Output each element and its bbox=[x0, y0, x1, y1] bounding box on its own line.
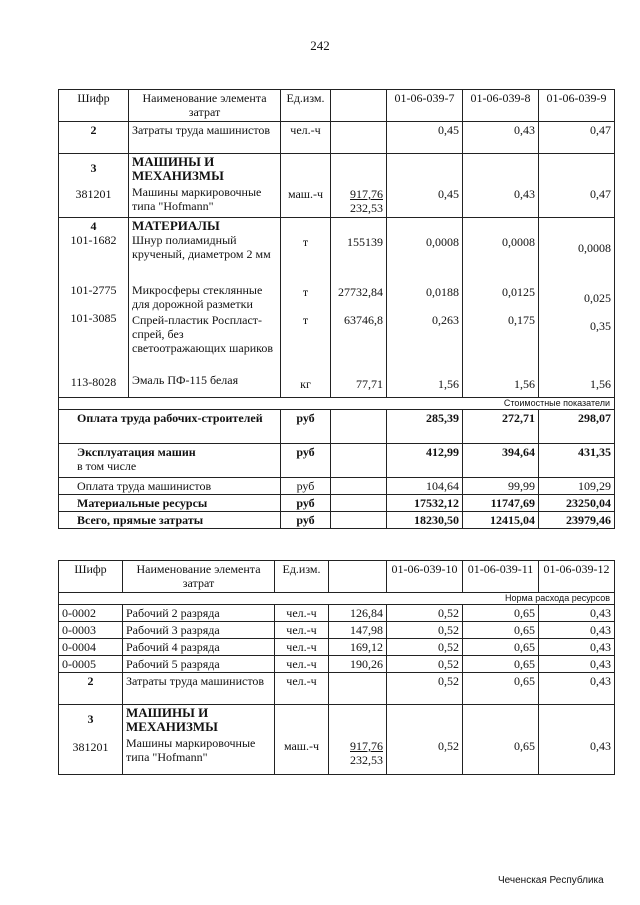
col-header-norm: 01-06-039-12 bbox=[539, 561, 615, 593]
col-header-name: Наименование элемента затрат bbox=[129, 90, 281, 122]
row-code: 381201 bbox=[72, 740, 109, 754]
col-header-unit: Ед.изм. bbox=[275, 561, 329, 593]
row-price: 190,26 bbox=[329, 656, 387, 673]
row-price bbox=[331, 154, 387, 218]
row-value: 0,43 bbox=[539, 656, 615, 673]
row-value-group bbox=[539, 218, 615, 398]
section-title: МАШИНЫ И МЕХАНИЗМЫ bbox=[126, 705, 218, 734]
row-code: 2 bbox=[59, 122, 129, 154]
row-unit: маш.-ч bbox=[281, 154, 331, 218]
row-unit: чел.-ч bbox=[275, 673, 329, 705]
col-header-code: Шифр bbox=[59, 561, 123, 593]
table-header-row bbox=[59, 90, 615, 122]
row-price bbox=[331, 122, 387, 154]
row-value: 0,65 bbox=[463, 673, 539, 705]
summary-value: 17532,12 bbox=[387, 495, 463, 512]
resource-table-1 bbox=[58, 89, 615, 529]
section-title: МАТЕРИАЛЫ bbox=[132, 218, 220, 233]
row-code: 0-0002 bbox=[59, 605, 123, 622]
col-header-norm: 01-06-039-8 bbox=[463, 90, 539, 122]
row-value: 0,0008 bbox=[578, 241, 611, 255]
col-header-code: Шифр bbox=[59, 90, 129, 122]
table-header-row bbox=[59, 561, 615, 593]
table-row bbox=[59, 218, 615, 398]
summary-price bbox=[331, 444, 387, 478]
col-header-name: Наименование элемента затрат bbox=[123, 561, 275, 593]
resource-table-2 bbox=[58, 560, 615, 775]
summary-value: 109,29 bbox=[539, 478, 615, 495]
row-value: 0,52 bbox=[387, 622, 463, 639]
row-value: 1,56 bbox=[438, 377, 459, 391]
row-name: Рабочий 4 разряда bbox=[123, 639, 275, 656]
row-value: 0,52 bbox=[387, 673, 463, 705]
col-header-price bbox=[329, 561, 387, 593]
row-value: 0,65 bbox=[463, 605, 539, 622]
row-unit: т bbox=[302, 285, 309, 299]
summary-name: Оплата труда машинистов bbox=[59, 478, 281, 495]
row-unit: чел.-ч bbox=[281, 122, 331, 154]
row-value: 0,47 bbox=[539, 154, 615, 218]
summary-unit: руб bbox=[281, 410, 331, 444]
row-name: Спрей-пластик Роспласт-спрей, без светоотражающих шариков bbox=[132, 313, 274, 355]
row-unit: т bbox=[302, 235, 309, 249]
summary-name: Оплата труда рабочих-строителей bbox=[59, 410, 281, 444]
summary-value: 272,71 bbox=[463, 410, 539, 444]
summary-value: 23979,46 bbox=[539, 512, 615, 529]
row-value: 0,43 bbox=[463, 154, 539, 218]
summary-value: 12415,04 bbox=[463, 512, 539, 529]
row-code-group bbox=[59, 154, 129, 218]
section-code: 3 bbox=[87, 712, 94, 726]
footer-region: Чеченская Республика bbox=[498, 875, 604, 886]
row-value: 0,65 bbox=[463, 639, 539, 656]
row-code: 101-3085 bbox=[70, 311, 117, 325]
row-value: 0,43 bbox=[539, 605, 615, 622]
row-name: Затраты труда машинистов bbox=[129, 122, 281, 154]
table-row bbox=[59, 605, 615, 622]
row-unit: чел.-ч bbox=[275, 622, 329, 639]
row-code: 0-0005 bbox=[59, 656, 123, 673]
summary-name-group bbox=[59, 444, 281, 478]
row-price: 77,71 bbox=[356, 377, 383, 391]
row-name: Машины маркировочные типа "Hofmann" bbox=[132, 185, 262, 213]
col-header-norm: 01-06-039-10 bbox=[387, 561, 463, 593]
row-code: 101-2775 bbox=[70, 283, 117, 297]
row-price: 126,84 bbox=[329, 605, 387, 622]
row-code: 101-1682 bbox=[70, 233, 117, 247]
summary-unit: руб bbox=[281, 512, 331, 529]
row-value-group bbox=[463, 218, 539, 398]
row-value: 0,47 bbox=[539, 122, 615, 154]
table-row bbox=[59, 639, 615, 656]
section-code: 3 bbox=[90, 161, 97, 175]
row-name-group bbox=[129, 154, 281, 218]
summary-value: 285,39 bbox=[387, 410, 463, 444]
row-unit: т bbox=[302, 313, 309, 327]
row-name: Шнур полиамидный крученый, диаметром 2 мм bbox=[132, 233, 271, 261]
row-name-group bbox=[129, 218, 281, 398]
summary-value: 99,99 bbox=[463, 478, 539, 495]
section-code: 4 bbox=[90, 219, 97, 233]
row-value: 0,45 bbox=[387, 154, 463, 218]
summary-name: Эксплуатация машин bbox=[77, 445, 196, 459]
summary-price bbox=[331, 512, 387, 529]
col-header-norm: 01-06-039-11 bbox=[463, 561, 539, 593]
summary-subtitle: в том числе bbox=[77, 459, 137, 473]
row-value: 0,43 bbox=[539, 639, 615, 656]
row-value: 0,0188 bbox=[426, 285, 459, 299]
summary-row bbox=[59, 512, 615, 529]
row-value: 0,45 bbox=[387, 122, 463, 154]
price-bottom: 232,53 bbox=[350, 201, 383, 215]
row-unit-group bbox=[281, 218, 331, 398]
summary-unit: руб bbox=[281, 444, 331, 478]
row-unit: чел.-ч bbox=[275, 639, 329, 656]
table-row bbox=[59, 656, 615, 673]
row-value: 0,263 bbox=[432, 313, 459, 327]
row-name: Микросферы стеклянные для дорожной разметки bbox=[132, 283, 263, 311]
row-code: 0-0003 bbox=[59, 622, 123, 639]
summary-value: 412,99 bbox=[387, 444, 463, 478]
row-value: 0,025 bbox=[584, 291, 611, 305]
summary-value: 104,64 bbox=[387, 478, 463, 495]
row-value: 1,56 bbox=[590, 377, 611, 391]
row-price bbox=[329, 705, 387, 775]
table-row bbox=[59, 705, 615, 775]
row-unit: чел.-ч bbox=[275, 605, 329, 622]
row-price: 147,98 bbox=[329, 622, 387, 639]
table-row bbox=[59, 673, 615, 705]
row-value: 0,65 bbox=[463, 656, 539, 673]
row-code-group bbox=[59, 705, 123, 775]
summary-row bbox=[59, 495, 615, 512]
summary-price bbox=[331, 495, 387, 512]
col-header-price bbox=[331, 90, 387, 122]
summary-value: 18230,50 bbox=[387, 512, 463, 529]
row-value: 0,43 bbox=[539, 705, 615, 775]
row-value: 0,65 bbox=[463, 622, 539, 639]
summary-unit: руб bbox=[281, 495, 331, 512]
col-header-norm: 01-06-039-9 bbox=[539, 90, 615, 122]
row-price: 169,12 bbox=[329, 639, 387, 656]
cost-label: Стоимостные показатели bbox=[59, 398, 615, 410]
cost-label-row bbox=[59, 398, 615, 410]
row-price: 155139 bbox=[347, 235, 383, 249]
summary-value: 431,35 bbox=[539, 444, 615, 478]
col-header-norm: 01-06-039-7 bbox=[387, 90, 463, 122]
row-unit: маш.-ч bbox=[275, 705, 329, 775]
row-unit: чел.-ч bbox=[275, 656, 329, 673]
row-value: 0,43 bbox=[539, 622, 615, 639]
row-name: Эмаль ПФ-115 белая bbox=[132, 373, 239, 387]
summary-value: 11747,69 bbox=[463, 495, 539, 512]
row-value: 0,52 bbox=[387, 605, 463, 622]
row-value: 0,65 bbox=[463, 705, 539, 775]
row-unit: кг bbox=[300, 377, 311, 391]
row-value: 0,52 bbox=[387, 656, 463, 673]
row-value: 0,0125 bbox=[502, 285, 535, 299]
price-bottom: 232,53 bbox=[350, 753, 383, 767]
summary-row bbox=[59, 478, 615, 495]
row-code: 0-0004 bbox=[59, 639, 123, 656]
table-row bbox=[59, 122, 615, 154]
summary-name: Всего, прямые затраты bbox=[59, 512, 281, 529]
row-name: Машины маркировочные типа "Hofmann" bbox=[126, 736, 256, 764]
price-top: 917,76 bbox=[350, 187, 383, 201]
row-code: 2 bbox=[59, 673, 123, 705]
row-name: Затраты труда машинистов bbox=[123, 673, 275, 705]
row-code: 381201 bbox=[75, 187, 112, 201]
summary-price bbox=[331, 410, 387, 444]
summary-value: 23250,04 bbox=[539, 495, 615, 512]
row-name: Рабочий 3 разряда bbox=[123, 622, 275, 639]
row-price-group bbox=[331, 218, 387, 398]
row-code-group bbox=[59, 218, 129, 398]
row-price: 27732,84 bbox=[338, 285, 383, 299]
row-name-group bbox=[123, 705, 275, 775]
row-value: 0,43 bbox=[539, 673, 615, 705]
row-value: 0,52 bbox=[387, 639, 463, 656]
row-name: Рабочий 2 разряда bbox=[123, 605, 275, 622]
row-name: Рабочий 5 разряда bbox=[123, 656, 275, 673]
row-value: 0,35 bbox=[590, 319, 611, 333]
row-price bbox=[329, 673, 387, 705]
norms-label-row bbox=[59, 593, 615, 605]
section-title: МАШИНЫ И МЕХАНИЗМЫ bbox=[132, 154, 224, 183]
row-price: 63746,8 bbox=[344, 313, 383, 327]
summary-unit: руб bbox=[281, 478, 331, 495]
norms-label: Норма расхода ресурсов bbox=[59, 593, 615, 605]
summary-value: 298,07 bbox=[539, 410, 615, 444]
summary-row bbox=[59, 444, 615, 478]
table-row bbox=[59, 622, 615, 639]
summary-name: Материальные ресурсы bbox=[59, 495, 281, 512]
row-value: 1,56 bbox=[514, 377, 535, 391]
row-code: 113-8028 bbox=[70, 375, 117, 389]
row-value: 0,0008 bbox=[426, 235, 459, 249]
summary-price bbox=[331, 478, 387, 495]
row-value: 0,0008 bbox=[502, 235, 535, 249]
row-value-group bbox=[387, 218, 463, 398]
row-value: 0,43 bbox=[463, 122, 539, 154]
summary-value: 394,64 bbox=[463, 444, 539, 478]
page-number: 242 bbox=[310, 38, 330, 53]
col-header-unit: Ед.изм. bbox=[281, 90, 331, 122]
table-row bbox=[59, 154, 615, 218]
row-value: 0,52 bbox=[387, 705, 463, 775]
row-value: 0,175 bbox=[508, 313, 535, 327]
summary-row bbox=[59, 410, 615, 444]
price-top: 917,76 bbox=[350, 739, 383, 753]
